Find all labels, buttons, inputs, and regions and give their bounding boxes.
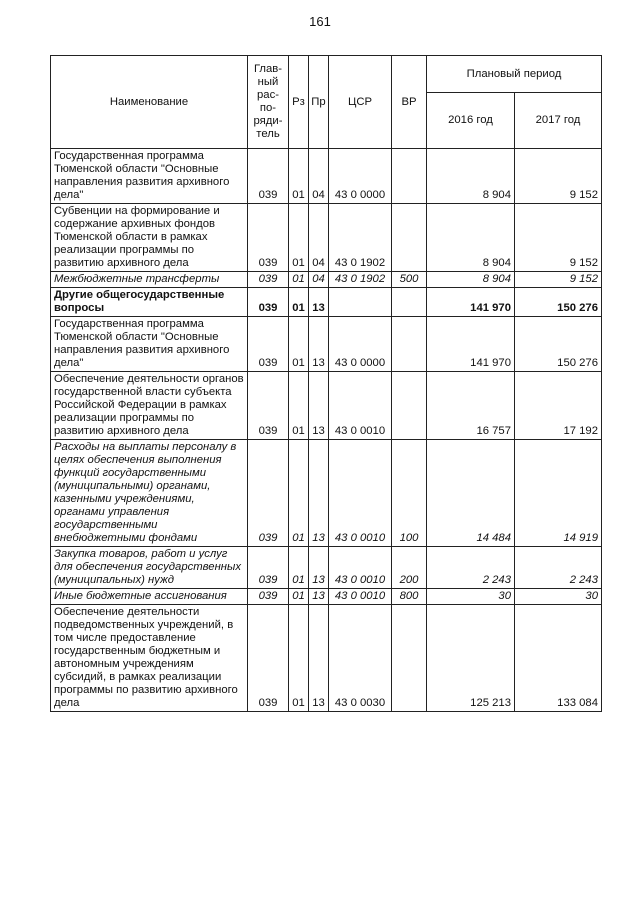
cell-2017: 17 192: [515, 372, 602, 440]
cell-2017: 9 152: [515, 204, 602, 272]
cell-pr: 13: [309, 589, 329, 605]
table-row: [51, 605, 602, 712]
cell-rz: 01: [289, 149, 309, 204]
cell-csr: [329, 288, 392, 317]
cell-pr: 04: [309, 272, 329, 288]
cell-glavny: 039: [248, 372, 289, 440]
cell-pr: 13: [309, 317, 329, 372]
header-vr: ВР: [392, 56, 427, 149]
cell-name: Другие общегосударственные вопросы: [51, 288, 248, 317]
table-row: [51, 547, 602, 589]
cell-rz: 01: [289, 589, 309, 605]
cell-csr: 43 0 0010: [329, 440, 392, 547]
cell-name: Субвенции на формирование и содержание архивных фондов Тюменской области в рамках реализации программы по развитию архивного дела: [51, 204, 248, 272]
cell-glavny: 039: [248, 272, 289, 288]
table-row: [51, 204, 602, 272]
cell-pr: 13: [309, 372, 329, 440]
header-2016: 2016 год: [427, 93, 515, 149]
cell-rz: 01: [289, 272, 309, 288]
cell-glavny: 039: [248, 317, 289, 372]
cell-2016: 141 970: [427, 288, 515, 317]
cell-2017: 150 276: [515, 317, 602, 372]
cell-2017: 133 084: [515, 605, 602, 712]
cell-2016: 141 970: [427, 317, 515, 372]
table-row: [51, 272, 602, 288]
page-number: 161: [309, 14, 331, 29]
cell-2016: 16 757: [427, 372, 515, 440]
cell-pr: 13: [309, 605, 329, 712]
cell-name: Межбюджетные трансферты: [51, 272, 248, 288]
cell-rz: 01: [289, 372, 309, 440]
cell-2016: 8 904: [427, 204, 515, 272]
header-2017: 2017 год: [515, 93, 602, 149]
cell-2017: 9 152: [515, 149, 602, 204]
cell-glavny: 039: [248, 605, 289, 712]
cell-2016: 2 243: [427, 547, 515, 589]
cell-rz: 01: [289, 547, 309, 589]
cell-2016: 14 484: [427, 440, 515, 547]
cell-2017: 2 243: [515, 547, 602, 589]
cell-2016: 8 904: [427, 272, 515, 288]
cell-glavny: 039: [248, 547, 289, 589]
cell-2017: 150 276: [515, 288, 602, 317]
cell-csr: 43 0 0030: [329, 605, 392, 712]
cell-name: Иные бюджетные ассигнования: [51, 589, 248, 605]
cell-csr: 43 0 0010: [329, 372, 392, 440]
cell-2017: 14 919: [515, 440, 602, 547]
cell-glavny: 039: [248, 440, 289, 547]
cell-2016: 30: [427, 589, 515, 605]
cell-2016: 125 213: [427, 605, 515, 712]
cell-vr: 800: [392, 589, 427, 605]
cell-rz: 01: [289, 288, 309, 317]
header-glavny-rasporyaditel: Глав-ный рас-по-ряди-тель: [248, 56, 289, 149]
cell-pr: 13: [309, 288, 329, 317]
table-row: [51, 372, 602, 440]
cell-glavny: 039: [248, 204, 289, 272]
cell-name: Обеспечение деятельности подведомственных учреждений, в том числе предоставление государственным бюджетным и автономным учреждениям субсидий, в рамках реализации программы по развитию архивного дела: [51, 605, 248, 712]
cell-pr: 04: [309, 149, 329, 204]
cell-name: Расходы на выплаты персоналу в целях обеспечения выполнения функций государственными (муниципальными) органами, казенными учреждениями, органами управления государственными внебюджетными фондами: [51, 440, 248, 547]
cell-name: Государственная программа Тюменской области "Основные направления развития архивного дела": [51, 317, 248, 372]
cell-csr: 43 0 0010: [329, 589, 392, 605]
cell-pr: 04: [309, 204, 329, 272]
cell-rz: 01: [289, 605, 309, 712]
cell-2016: 8 904: [427, 149, 515, 204]
header-name: Наименование: [51, 56, 248, 149]
cell-vr: [392, 288, 427, 317]
cell-vr: 100: [392, 440, 427, 547]
cell-rz: 01: [289, 317, 309, 372]
cell-rz: 01: [289, 204, 309, 272]
table-row: [51, 288, 602, 317]
table-row: [51, 149, 602, 204]
cell-rz: 01: [289, 440, 309, 547]
cell-vr: [392, 317, 427, 372]
cell-csr: 43 0 1902: [329, 204, 392, 272]
table-row: [51, 440, 602, 547]
cell-vr: 200: [392, 547, 427, 589]
header-csr: ЦСР: [329, 56, 392, 149]
cell-csr: 43 0 0000: [329, 149, 392, 204]
cell-name: Закупка товаров, работ и услуг для обеспечения государственных (муниципальных) нужд: [51, 547, 248, 589]
cell-2017: 9 152: [515, 272, 602, 288]
cell-glavny: 039: [248, 149, 289, 204]
cell-2017: 30: [515, 589, 602, 605]
header-pr: Пр: [309, 56, 329, 149]
cell-csr: 43 0 1902: [329, 272, 392, 288]
budget-table: [50, 55, 602, 712]
cell-vr: 500: [392, 272, 427, 288]
cell-vr: [392, 605, 427, 712]
cell-csr: 43 0 0010: [329, 547, 392, 589]
cell-pr: 13: [309, 547, 329, 589]
header-planned-period: Плановый период: [427, 56, 602, 93]
cell-csr: 43 0 0000: [329, 317, 392, 372]
cell-vr: [392, 372, 427, 440]
cell-pr: 13: [309, 440, 329, 547]
cell-glavny: 039: [248, 288, 289, 317]
header-rz: Рз: [289, 56, 309, 149]
table-row: [51, 317, 602, 372]
table-row: [51, 589, 602, 605]
cell-vr: [392, 149, 427, 204]
cell-vr: [392, 204, 427, 272]
cell-glavny: 039: [248, 589, 289, 605]
cell-name: Государственная программа Тюменской области "Основные направления развития архивного дела": [51, 149, 248, 204]
cell-name: Обеспечение деятельности органов государственной власти субъекта Российской Федерации в рамках реализации программы по развитию архивного дела: [51, 372, 248, 440]
